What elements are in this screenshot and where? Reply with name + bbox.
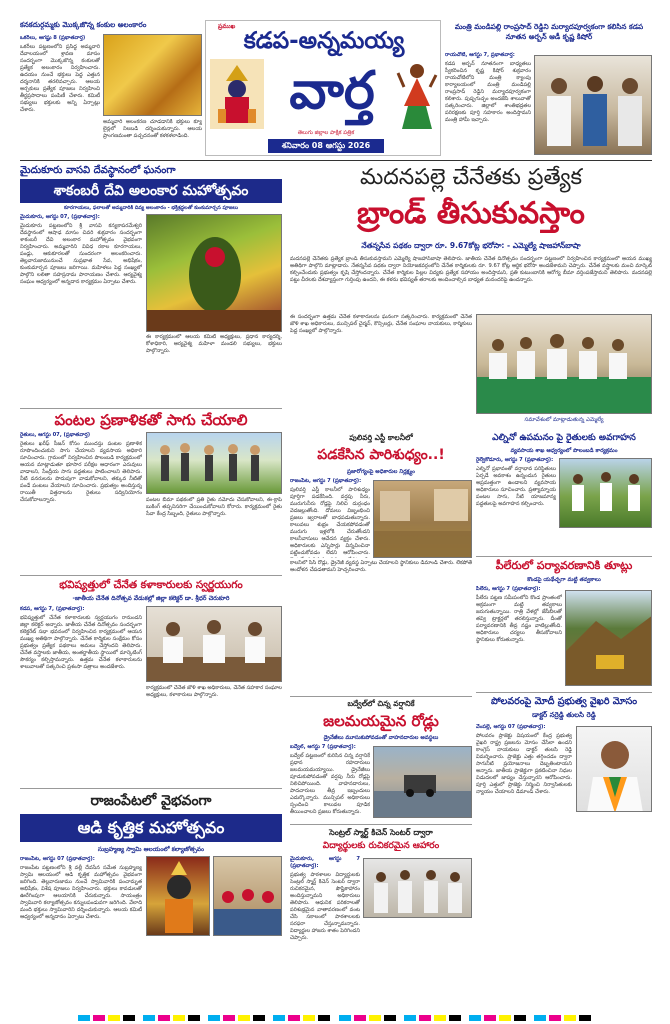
divider	[20, 575, 282, 576]
a3-subtitle: -జాతీయ చేనేత దినోత్సవ వేడుకల్లో జిల్లా కలెక్టర్ డా. శ్రీధర్ చెరుకూరి	[72, 595, 230, 602]
top-left-dateline: ఒకరీలు, ఆగష్టు 8 (ప్రభాతవార్త)	[20, 35, 86, 41]
a1-dateline: మైదుకూరు, ఆగస్టు 07, (ప్రభాతవార్త):	[20, 214, 100, 220]
a3-article	[20, 606, 142, 784]
top-right-body: కడప అర్బన్ నూతనంగా బాధ్యతలు స్వీకరించిన కృష్ణ కిషోర్ శుక్రవారం రాయచోటిలోని మంత్రి క్యాంపు కార్యాలయంలో మంత్రి మండిపల్లి రాంప్రసాద్ రెడ్డిని మర్యాదపూర్వకంగా కలిశారు. పుష్పగుచ్ఛం అందజేసి శాలువాతో సత్కరించారు. జిల్లాలో శాంతిభద్రతల పరిరక్షణకు పూర్తి సహకారం అందిస్తామని మంత్రి హామీ ఇచ్చారు.	[445, 61, 531, 123]
main-body-2	[290, 314, 472, 428]
top-left-headline: కనకదుర్గమ్మకు మొక్కజొన్న కంకుల అలంకారం	[20, 20, 147, 29]
waterlogged-road-photo	[373, 746, 472, 818]
handloom-day-photo	[146, 606, 282, 682]
a3-body-2: కార్యక్రమంలో చేనేత జౌళి శాఖ అధికారులు, చేనేత సహకార సంఘాల అధ్యక్షులు, కళాకారులు పాల్గొన్నారు.	[146, 685, 282, 698]
a4-banner: ఆడి కృత్తిక మహోత్సవం	[20, 814, 282, 842]
murugan-deity-photo	[146, 856, 210, 936]
main-subtitle: నేతన్నసేవ పథకం ద్వారా రూ. 9.67కోట్ల భరోసా: - ఎమ్మెల్యే షాజహాన్‌బాషా	[361, 241, 581, 250]
a4-body: రాజంపేట పట్టణంలోని శ్రీ వల్లీ దేవసేన సమేత సుబ్రహ్మణ్య స్వామి ఆలయంలో ఆడి కృత్తిక మహోత్సవం వైభవంగా జరిగింది. తెల్లవారుజాము నుంచే స్వామివారికి పంచామృత అభిషేకం, విశేష పూజలు నిర్వహించారు. భక్తులు కావడులతో ఊరేగింపుగా ఆలయానికి చేరుకున్నారు. సాయంత్రం స్వామివారి కల్యాణోత్సవం కన్నులపండువగా జరిగింది. వేలాది మంది భక్తులు స్వామివారిని దర్శించుకున్నారు. ఆలయ కమిటీ ఆధ్వర్యంలో అన్నదానం ఏర్పాటు చేశారు.	[20, 865, 142, 920]
masthead	[205, 20, 441, 156]
mid-dateline-2: బద్వేల్, ఆగస్టు 7 (ప్రభాతవార్త):	[290, 744, 356, 750]
a3-headline: భవిష్యత్తులో చేనేత కళాకారులకు స్వర్ణయుగం	[59, 579, 243, 591]
masthead-title-top: కడప-అన్నమయ్య	[243, 28, 405, 54]
a2-body: రైతులు ఖరీఫ్ సీజన్ కోసం ముందస్తు పంటల ప్రణాళిక రూపొందించుకుని సాగు చేయాలని వ్యవసాయ అధికారి సూచించారు. గ్రామంలో నిర్వహించిన పొలంబడి కార్యక్రమంలో ఆయన మాట్లాడుతూ భూసార పరీక్షల ఆధారంగా ఎరువులు వాడాలని, సేంద్రీయ సాగు పద్ధతులు పాటించాలని తెలిపారు. నీటి వనరులను పొదుపుగా వాడుకోవాలని, తక్కువ నీటితో పండే పంటలు వేయాలని సూచించారు. ప్రభుత్వం అందిస్తున్న రాయితీ విత్తనాలను రైతులు సద్వినియోగం చేసుకోవాలన్నారు.	[20, 441, 142, 503]
a1-body: మైదుకూరు పట్టణంలోని శ్రీ వాసవి కన్యకాపరమేశ్వరి దేవస్థానంలో ఆషాఢ మాసం చివరి శుక్రవారం సందర్భంగా శాకంబరీ దేవి అలంకార మహోత్సవం వైభవంగా నిర్వహించారు. అమ్మవారిని వివిధ రకాల కూరగాయలు, పండ్లు, ఆకుకూరలతో సుందరంగా అలంకరించారు. తెల్లవారుజామునుంచే సుప్రభాత సేవ, అభిషేకం, కుంకుమార్చన పూజలు జరిగాయి. మహిళలు పెద్ద సంఖ్యలో పాల్గొని లలితా సహస్రనామ పారాయణం చేశారు. ఆర్యవైశ్య సంఘం ఆధ్వర్యంలో అన్నదాన కార్యక్రమం ఏర్పాటు చేశారు.	[20, 223, 142, 285]
mla-meeting-photo	[476, 314, 652, 414]
divider	[290, 824, 472, 825]
main-body-extra: ఈ సందర్భంగా ఉత్తమ చేనేత కళాకారులను ఘనంగా సత్కరించారు. కార్యక్రమంలో చేనేత జౌళి శాఖ అధికారులు, మున్సిపల్ చైర్మన్, కౌన్సిలర్లు, చేనేత సంఘాల నాయకులు, కార్మికులు పెద్ద సంఖ్యలో పాల్గొన్నారు.	[290, 314, 472, 334]
right-dateline-1: రైల్వేకోడూరు, ఆగస్టు 7 (ప్రభాతవార్త):	[476, 457, 554, 463]
a1-subtitle: కూరగాయలు, ఫలాలతో అమ్మవారికి దివ్య అలంకారం - భక్తిశ్రద్ధలతో కుంకుమార్చన పూజలు	[64, 205, 238, 211]
hill-excavation-photo	[565, 590, 652, 686]
a1-body-2: ఈ కార్యక్రమంలో ఆలయ కమిటీ అధ్యక్షులు, ప్రధాన కార్యదర్శి, కోశాధికారి, ఆర్యవైశ్య మహిళా మండలి సభ్యులు, భక్తులు పాల్గొన్నారు.	[146, 334, 282, 354]
a3-body: భవిష్యత్తులో చేనేత కళాకారులకు స్వర్ణయుగం రానుందని జిల్లా కలెక్టర్ అన్నారు. జాతీయ చేనేత దినోత్సవం సందర్భంగా కలెక్టరేట్ సభా భవనంలో నిర్వహించిన కార్యక్రమంలో ఆయన ముఖ్య అతిథిగా పాల్గొన్నారు. చేనేత కార్మికుల సంక్షేమం కోసం ప్రభుత్వం ప్రత్యేక పథకాలు అమలు చేస్తోందని తెలిపారు. చేనేత వస్త్రాలకు జాతీయ, అంతర్జాతీయ స్థాయిలో మార్కెటింగ్ సౌకర్యం కల్పిస్తామన్నారు. ఉత్తమ చేనేత కళాకారులను శాలువాలతో సత్కరించి ప్రశంసా పత్రాలు అందజేశారు.	[20, 615, 142, 670]
a3-dateline: కడప, ఆగస్టు 7, (ప్రభాతవార్త):	[20, 606, 85, 612]
right-article-3	[476, 724, 572, 854]
corn-decoration-photo	[103, 34, 202, 116]
mid-body-2: కాలనీలో సీసీ రోడ్లు, డ్రైనేజీ వ్యవస్థ ఏర్పాటు చేయాలని స్థానికులు డిమాండ్ చేశారు. లేకపోతే ఆందోళన చేపడతామని హెచ్చరించారు.	[290, 560, 472, 573]
main-body: మదనపల్లె చేనేతకు ప్రత్యేక బ్రాండ్ తీసుకువస్తామని ఎమ్మెల్యే షాజహాన్‌బాషా తెలిపారు. జాతీయ చేనేత దినోత్సవం సందర్భంగా పట్టణంలో నిర్వహించిన కార్యక్రమంలో ఆయన ముఖ్య అతిథిగా పాల్గొని మాట్లాడారు. నేతన్నసేవ పథకం ద్వారా నియోజకవర్గంలోని చేనేత కార్మికులకు రూ. 9.67 కోట్ల ఆర్థిక భరోసా అందజేశామని చెప్పారు. చేనేత వస్త్రాలకు మంచి మార్కెట్ కల్పించేందుకు ప్రభుత్వం కృషి చేస్తోందన్నారు. చేనేత కార్మికుల పిల్లల విద్యకు ప్రత్యేక సహాయం అందిస్తామని, ప్రతి కుటుంబానికి ఆరోగ్య బీమా వర్తింపజేస్తామని తెలిపారు. మదనపల్లె పట్టు చీరలకు దేశవ్యాప్తంగా గుర్తింపు ఉందని, ఈ కళను భవిష్యత్ తరాలకు అందించాల్సిన బాధ్యత మనందరిపై ఉందన్నారు.	[290, 256, 652, 283]
right-subtitle-3: డాక్టర్ నర్రెడ్డి తులసి రెడ్డి	[532, 711, 596, 719]
a2-dateline: రైతులు, ఆగస్టు 07, (ప్రభాతవార్త)	[20, 432, 91, 438]
right-subtitle-2: కొండపై యథేచ్ఛగా మట్టి తవ్వకాలు	[527, 577, 601, 583]
divider	[290, 696, 472, 697]
masthead-tagline: ప్రముఖ	[218, 23, 236, 30]
field-awareness-photo	[559, 458, 652, 528]
right-headline-2: పీలేరులో పర్యావరణానికి తూట్లు	[495, 559, 633, 572]
right-article-2	[476, 586, 562, 690]
right-body-3: పోలవరం ప్రాజెక్టు విషయంలో కేంద్ర ప్రభుత్వ వైఖరి రాష్ట్ర ప్రజలను మోసం చేసేలా ఉందని కాంగ్రెస్ నాయకులు డాక్టర్ తులసి రెడ్డి విమర్శించారు. ప్రాజెక్టు ఎత్తు తగ్గించడం ద్వారా సాగునీటి ప్రయోజనాలు దెబ్బతింటాయని అన్నారు. జాతీయ ప్రాజెక్టుగా ప్రకటించినా నిధుల విడుదలలో జాప్యం చేస్తున్నారని ఆరోపించారు. పూర్తి ఎత్తులో ప్రాజెక్టు నిర్మించి నిర్వాసితులకు న్యాయం చేయాలని డిమాండ్ చేశారు.	[476, 733, 572, 795]
right-subtitle-1: వ్యవసాయ శాఖ ఆధ్వర్యంలో పొలంబడి కార్యక్రమం	[510, 448, 618, 454]
right-body-2: పీలేరు పట్టణ సమీపంలోని కొండ ప్రాంతంలో అక్రమంగా మట్టి తవ్వకాలు జరుగుతున్నాయి. రాత్రి వేళల్లో జేసీబీలతో తవ్వి ట్రాక్టర్లలో తరలిస్తున్నారు. దీంతో పర్యావరణానికి తీవ్ర నష్టం వాటిల్లుతోంది. అధికారులు చర్యలు తీసుకోవాలని స్థానికులు కోరుతున్నారు.	[476, 595, 562, 643]
divider	[20, 788, 282, 789]
a4-subtitle: సుబ్రహ్మణ్య స్వామి ఆలయంలో కల్యాణోత్సవం	[97, 846, 205, 853]
mid-body: పులివర్తి ఎస్టీ కాలనీలో పారిశుధ్యం పూర్తిగా పడకేసింది. వర్షపు నీరు, మురుగునీరు రోడ్లపై నిలిచి దుర్గంధం వెదజల్లుతోంది. దోమలు విజృంభించి ప్రజలు జ్వరాలతో బాధపడుతున్నారు. కాలువలు శుభ్రం చేయకపోవడంతో మురుగు ఇళ్లలోకి చేరుతోందని కాలనీవాసులు ఆవేదన వ్యక్తం చేశారు. అధికారులకు ఎన్నిసార్లు విన్నవించినా పట్టించుకోవడం లేదని ఆరోపించారు.	[290, 487, 370, 556]
a2-headline: పంటల ప్రణాళికతో సాగు చేయాలి	[54, 411, 248, 429]
a4-article	[20, 856, 142, 996]
masthead-subtitle: తెలుగు జిల్లాల పాక్షిక పత్రిక	[297, 130, 355, 136]
top-left-body: ఒకరీలు పట్టణంలోని ప్రసిద్ధ అమ్మవారి దేవాలయంలో శ్రావణ మాసం సందర్భంగా మొక్కజొన్న కంకులతో ప్రత్యేక అలంకారం నిర్వహించారు. ఉదయం నుంచే భక్తులు పెద్ద ఎత్తున దర్శనానికి తరలివచ్చారు. ఆలయ అర్చకులు ప్రత్యేక పూజలు నిర్వహించి తీర్థప్రసాదాలు పంపిణీ చేశారు. కమిటీ సభ్యులు భక్తులకు అన్ని ఏర్పాట్లు చేశారు.	[20, 44, 100, 113]
a2-article	[20, 432, 142, 572]
dancer-image	[396, 61, 438, 131]
top-left-article	[20, 35, 100, 155]
a2-body-2: పంటల బీమా పథకంలో ప్రతి రైతు నమోదు చేసుకోవాలని, ఈ-క్రాప్ బుకింగ్ తప్పనిసరిగా చేయించుకోవాలని కోరారు. కార్యక్రమంలో రైతు సేవా కేంద్ర సిబ్బంది, రైతులు పాల్గొన్నారు.	[146, 497, 282, 517]
a1-banner: శాకంబరీ దేవి అలంకార మహోత్సవం	[20, 179, 282, 203]
right-headline-1: ఎల్నినో ఉపమనం పై రైతులకు అవగాహన	[492, 433, 636, 443]
kitchen-visit-photo	[363, 858, 472, 918]
mid-kicker: పులివర్తి ఎస్టీ కాలనీలో	[349, 433, 413, 442]
a4-dateline: రాజంపేట, ఆగస్టు 07 (ప్రభాతవార్త):	[20, 856, 95, 862]
temple-crowd-photo	[213, 856, 282, 936]
mid-kicker-3: సెంట్రల్ స్మార్ట్ కిచెన్ సెంటర్ ద్వారా	[329, 828, 433, 837]
mid-headline-3: విద్యార్థులకు రుచికరమైన ఆహారం	[322, 841, 440, 851]
flooded-colony-photo	[373, 480, 472, 558]
masthead-title-main: వార్త	[289, 61, 375, 121]
mid-kicker-2: బద్వేల్‌లో చిన్న వర్షానికే	[347, 699, 415, 708]
mid-headline: పడకేసిన పారిశుధ్యం..!	[317, 447, 445, 463]
a4-headline: రాజంపేటలో వైభవంగా	[90, 793, 212, 809]
top-right-headline: మంత్రి మండిపల్లి రాంప్రసాద్ రెడ్డిని మర్యాదపూర్వకంగా కలిసిన కడప నూతన అర్బన్ ఆడీ కృష్ణ కిషోర్	[454, 22, 644, 41]
farm-meeting-photo	[146, 432, 282, 494]
mid-article-2	[290, 744, 370, 820]
print-color-bar	[20, 1006, 652, 1014]
divider	[476, 556, 652, 557]
shakambari-photo	[146, 214, 282, 332]
tulasi-reddy-photo	[576, 726, 652, 812]
right-body-1: ఎల్నినో ప్రభావంతో వర్షాభావ పరిస్థితులు ఏర్పడే అవకాశం ఉన్నందున రైతులు అప్రమత్తంగా ఉండాలని వ్యవసాయ అధికారులు సూచించారు. ప్రత్యామ్నాయ పంటల సాగు, నీటి యాజమాన్య పద్ధతులపై అవగాహన కల్పించారు.	[476, 466, 556, 507]
a1-headline: మైదుకూరు వాసవి దేవస్థానంలో ఘనంగా	[20, 165, 176, 176]
mid-body-3: బద్వేల్ పట్టణంలో కురిసిన చిన్న వర్షానికే ప్రధాన రహదారులు జలమయమయ్యాయి. డ్రైనేజీలు పూడుకుపోవడంతో వర్షపు నీరు రోడ్లపై నిలిచిపోయింది. వాహనదారులు, పాదచారులు తీవ్ర ఇబ్బందులు ఎదుర్కొన్నారు. మున్సిపల్ అధికారులు స్పందించి కాలువల పూడిక తీయించాలని ప్రజలు కోరుతున్నారు.	[290, 753, 370, 815]
main-kicker: మదనపల్లె చేనేతకు ప్రత్యేక	[359, 165, 583, 190]
mid-dateline-3: మైదుకూరు, ఆగస్టు 7 (ప్రభాతవార్త):	[290, 856, 360, 869]
masthead-date: శనివారం 08 ఆగస్టు 2026	[268, 139, 384, 153]
mid-headline-2: జలమయమైన రోడ్లు	[323, 712, 439, 730]
right-headline-3: పోలవరంపై మోదీ ప్రభుత్వ వైఖరి మోసం	[490, 696, 638, 707]
minister-meeting-photo	[534, 55, 652, 155]
deity-image	[210, 59, 264, 129]
top-right-dateline: రాయచోటి, ఆగస్టు 7, ప్రభాతవార్త:	[445, 52, 515, 58]
mid-subtitle: ప్రజారోగ్యంపై అధికారుల నిర్లక్ష్యం	[347, 469, 415, 475]
right-dateline-3: వేంపల్లె, ఆగస్టు 07 (ప్రభాతవార్త):	[476, 724, 546, 730]
divider	[20, 408, 282, 409]
mid-article-3	[290, 856, 360, 996]
mid-body-4: ప్రభుత్వ పాఠశాలల విద్యార్థులకు సెంట్రల్ స్మార్ట్ కిచెన్ సెంటర్ ద్వారా రుచికరమైన, పౌష్టికాహారం అందిస్తున్నామని అధికారులు తెలిపారు. ఆధునిక పరికరాలతో పరిశుభ్రమైన వాతావరణంలో వంట చేసి సకాలంలో పాఠశాలలకు సరఫరా చేస్తున్నామన్నారు. విద్యార్థుల హాజరు శాతం పెరిగిందని చెప్పారు.	[290, 872, 360, 941]
divider	[476, 692, 652, 693]
mid-subtitle-2: డ్రైనేజీలు మూసుకుపోవడంతో వాహనదారుల అవస్థలు	[323, 735, 439, 741]
right-dateline-2: పీలేరు, ఆగస్టు 7 (ప్రభాతవార్త):	[476, 586, 541, 592]
mid-dateline: రాజంపేట, ఆగస్టు 7 (ప్రభాతవార్త):	[290, 478, 362, 484]
mla-photo-caption: సమావేశంలో మాట్లాడుతున్న ఎమ్మెల్యే	[524, 417, 604, 423]
main-headline: బ్రాండ్ తీసుకువస్తాం	[357, 196, 585, 231]
a1-article	[20, 214, 142, 406]
mid-article	[290, 478, 370, 558]
right-article-1	[476, 457, 556, 553]
top-left-body-2: అమ్మవారి అలంకరణ చూడడానికి భక్తులు క్యూ లైన్లలో నిలబడి దర్శించుకున్నారు. ఆలయ ప్రాంగణమంతా పచ్చదనంతో కళకళలాడింది.	[103, 119, 202, 139]
top-right-article	[445, 52, 531, 157]
divider	[20, 160, 652, 161]
